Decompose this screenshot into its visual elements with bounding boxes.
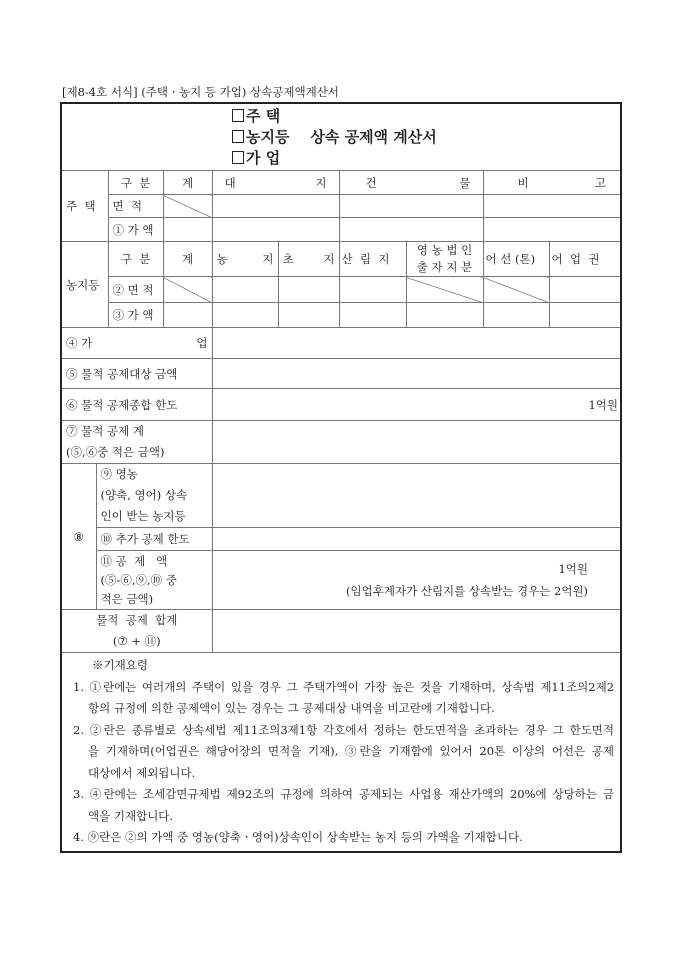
row9-input[interactable] [212, 464, 621, 528]
title-main: 상속 공제액 계산서 [310, 127, 437, 146]
row4-label-1: ④ 가 [66, 336, 93, 350]
farm-header-corp-1: 영 농 법 인 [416, 243, 473, 257]
farm-value-input[interactable] [406, 303, 483, 328]
row11-amount: 1억원 [558, 562, 589, 576]
total-input[interactable] [212, 610, 621, 653]
farm-area-corp-empty [406, 277, 483, 303]
farm-value-input[interactable] [483, 303, 549, 328]
instruction-item: 4. ⑨란은 ②의 가액 중 영농(양축ㆍ영어)상속인이 상속받는 농지 등의 가액을 기재합니다. [73, 830, 523, 844]
housing-area-remarks-input[interactable] [483, 195, 621, 218]
farm-header-grassland-1: 초 [282, 252, 294, 266]
farm-area-vessel-empty [483, 277, 549, 303]
option-farmland: 농지등 [246, 127, 290, 146]
form-title [61, 103, 621, 171]
housing-label: 주 택 [61, 171, 108, 242]
farm-area-total-empty [163, 277, 212, 303]
farm-value-input[interactable] [212, 303, 278, 328]
farm-header-farmland-2: 지 [262, 252, 274, 266]
header-total: 계 [163, 171, 212, 195]
farm-header-corp-2: 출 자 지 분 [416, 260, 473, 274]
housing-value-label: ① 가 액 [108, 218, 163, 242]
housing-area-building-input[interactable] [339, 195, 483, 218]
row7-label-2: (⑤,⑥중 적은 금액) [66, 445, 165, 459]
instruction-item: 1. ①란에는 여러개의 주택이 있을 경우 그 주택가액이 가장 높은 것을 기재하며, 상속법 제11조의2제2 항의 규정에 의한 공제액이 있는 경우는 그 공제대상 내역을 비고란에 기재합니다. [73, 679, 636, 715]
farm-header-grassland-2: 지 [323, 252, 335, 266]
checkbox-business[interactable] [232, 151, 244, 164]
farm-header-farmland-1: 농 [216, 252, 228, 266]
farm-value-input[interactable] [549, 303, 621, 328]
row5-input[interactable] [212, 359, 621, 389]
header-building-2: 물 [459, 175, 471, 190]
row6-label: ⑥ 물적 공제종합 한도 [61, 389, 212, 421]
housing-area-land-input[interactable] [212, 195, 339, 218]
total-label-2: (⑦ + ⑪) [112, 634, 161, 648]
header-remarks [483, 171, 621, 195]
farm-header-fishery: 어 업 권 [549, 242, 621, 277]
farm-header-corp [406, 242, 483, 277]
farm-header-grassland [278, 242, 339, 277]
row9-label-2: (양축, 영어) 상속 [100, 488, 188, 502]
row11-label-2: (⑤-⑥,⑨,⑩ 중 [100, 572, 177, 587]
checkbox-farmland[interactable] [232, 130, 244, 143]
header-remarks-2: 고 [594, 175, 607, 190]
farm-header-category: 구 분 [108, 242, 163, 277]
farm-value-input[interactable] [339, 303, 406, 328]
row11-label-1: ⑪ 공 제 액 [100, 553, 168, 568]
farm-area-label: ② 면 적 [108, 277, 163, 303]
farm-label: 농지등 [61, 242, 108, 328]
farm-area-input[interactable] [278, 277, 339, 303]
row7-label [61, 421, 212, 464]
row9-label-1: ⑨ 영농 [100, 467, 138, 481]
farm-value-label: ③ 가 액 [108, 303, 163, 328]
checkbox-housing[interactable] [232, 109, 244, 122]
row5-label: ⑤ 물적 공제대상 금액 [61, 359, 212, 389]
row4-label [61, 328, 212, 359]
farm-header-farmland [212, 242, 278, 277]
housing-value-land-input[interactable] [212, 218, 339, 242]
instruction-item: 2. ②란은 종류별로 상속세법 제11조의3제1항 각호에서 정하는 한도면적을 초과하는 경우 그 한도면적 을 기재하며(어업권은 해당어장의 면적을 기재), ③란을 기재함에 있어서 20톤 이상의 어선은 공제 대상에서 제외됩니다. [73, 722, 640, 780]
row6-value: 1억원 [212, 389, 621, 421]
header-remarks-1: 비 [517, 175, 529, 190]
header-land [212, 171, 339, 195]
total-label-1: 물적 공제 합계 [96, 613, 178, 627]
header-building [339, 171, 483, 195]
row4-label-2: 업 [196, 336, 208, 350]
form-caption: [제8-4호 서식] (주택ㆍ농지 등 가업) 상속공제액계산서 [62, 85, 339, 99]
housing-area-total-empty [163, 195, 212, 218]
instructions-heading: ※기재요령 [92, 658, 148, 672]
housing-value-building-input[interactable] [339, 218, 483, 242]
header-building-1: 건 [365, 175, 377, 190]
deduction-form-table [60, 102, 651, 853]
row10-label: ⑩ 추가 공제 한도 [96, 528, 212, 551]
farm-value-input[interactable] [278, 303, 339, 328]
row8-label: ⑧ [61, 464, 96, 610]
farm-header-forest: 산 림 지 [339, 242, 406, 277]
instructions [61, 653, 651, 852]
farm-area-input[interactable] [339, 277, 406, 303]
row7-input[interactable] [212, 421, 621, 464]
housing-value-remarks-input[interactable] [483, 218, 621, 242]
header-land-2: 지 [315, 175, 327, 190]
farm-value-input[interactable] [163, 303, 212, 328]
row4-input[interactable] [212, 328, 621, 359]
housing-area-label: 면 적 [108, 195, 163, 218]
row9-label-3: 인이 받는 농지등 [100, 509, 186, 523]
row7-label-1: ⑦ 물적 공제 계 [66, 424, 145, 438]
option-housing: 주 택 [246, 106, 281, 125]
farm-area-input[interactable] [212, 277, 278, 303]
row11-note: (임업후계자가 산림지를 상속받는 경우는 2억원) [346, 584, 589, 598]
option-business: 가 업 [246, 148, 281, 167]
row11-value [212, 551, 621, 610]
row11-label-3: 적은 금액) [100, 591, 154, 606]
row10-input[interactable] [212, 528, 621, 551]
row9-label [96, 464, 212, 528]
farm-header-vessel: 어 선 (톤) [483, 242, 549, 277]
instruction-item: 3. ④란에는 조세감면규제법 제92조의 규정에 의하여 공제되는 사업용 재산가액의 20%에 상당하는 금 액을 기재합니다. [73, 787, 651, 823]
row11-label [96, 551, 212, 610]
header-category: 구 분 [108, 171, 163, 195]
total-label [61, 610, 212, 653]
farm-header-total: 계 [163, 242, 212, 277]
housing-value-total-input[interactable] [163, 218, 212, 242]
farm-area-input[interactable] [549, 277, 621, 303]
header-land-1: 대 [224, 175, 236, 190]
